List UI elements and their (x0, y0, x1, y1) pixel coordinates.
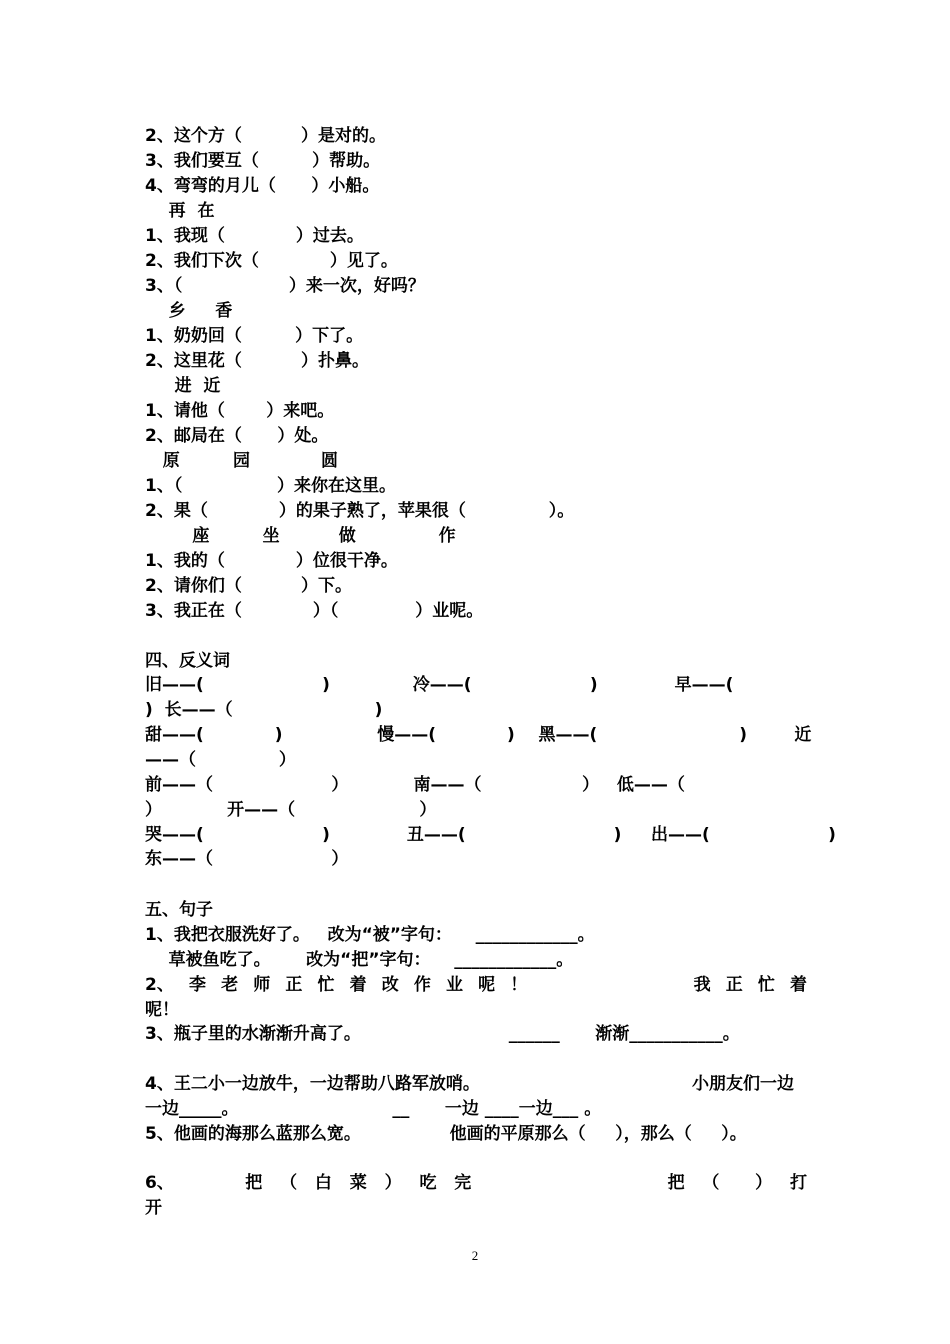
word-choice-1: 再 在 (145, 201, 215, 221)
antonym-row-3: 前——（ ） 南——（ ） 低——（ (145, 775, 685, 795)
word-choice-5: 座 坐 做 作 (145, 526, 456, 546)
section-heading-sentences: 五、句子 (145, 900, 213, 920)
sentence-3: 3、瓶子里的水渐渐升高了。 ______ 渐渐___________。 (145, 1024, 740, 1044)
sentence-2-wrap: 呢！ (145, 1000, 179, 1020)
sentence-1b: 草被鱼吃了。 改为“把”字句： ____________。 (145, 950, 574, 970)
sentence-2-justified: 2、 李 老 师 正 忙 着 改 作 业 呢 ！ 我 正 忙 着 (145, 975, 807, 995)
line-13: 1、我的（ ）位很干净。 (145, 551, 398, 571)
antonym-row-3-wrap: ） 开——（ ） (145, 800, 437, 820)
word-choice-4: 原 园 圆 (145, 451, 339, 471)
line-11: 1、（ ）来你在这里。 (145, 476, 397, 496)
line-15: 3、我正在（ ）（ ）业呢。 (145, 601, 484, 621)
sentence-5: 5、他画的海那么蓝那么宽。 他画的平原那么（ ），那么（ ）。 (145, 1124, 747, 1144)
line-8: 2、这里花（ ）扑鼻。 (145, 351, 370, 371)
line-3: 4、弯弯的月儿（ ）小船。 (145, 176, 380, 196)
line-4: 1、我现（ ）过去。 (145, 226, 364, 246)
line-12: 2、果（ ）的果子熟了，苹果很（ ）。 (145, 501, 575, 521)
antonym-row-5: 东——（ ） (145, 849, 349, 869)
antonym-row-4: 哭——( ) 丑——( ) 出——( ) (145, 825, 836, 845)
line-10: 2、邮局在（ ）处。 (145, 426, 329, 446)
antonym-row-1-wrap: ) 长——（ ) (145, 700, 383, 720)
antonym-row-1: 旧——( ) 冷——( ) 早——( (145, 675, 734, 695)
line-9: 1、请他（ ）来吧。 (145, 401, 335, 421)
page-number: 2 (471, 1248, 479, 1263)
line-14: 2、请你们（ ）下。 (145, 576, 353, 596)
line-1: 2、这个方（ ）是对的。 (145, 126, 387, 146)
sentence-1: 1、我把衣服洗好了。 改为“被”字句： ____________。 (145, 925, 595, 945)
line-5: 2、我们下次（ ）见了。 (145, 251, 398, 271)
sentence-6-justified: 6、 把 （ 白 菜 ） 吃 完 把 （ ） 打 (145, 1173, 807, 1193)
section-heading-antonyms: 四、反义词 (145, 651, 230, 671)
word-choice-2: 乡 香 (145, 301, 233, 321)
sentence-4-right: 小朋友们一边 (692, 1074, 794, 1094)
sentence-6-wrap: 开 (145, 1198, 162, 1218)
word-choice-3: 进 近 (145, 376, 221, 396)
line-6: 3、（ ）来一次，好吗？ (145, 276, 425, 296)
sentence-4: 4、王二小一边放牛，一边帮助八路军放哨。 (145, 1074, 480, 1094)
line-7: 1、奶奶回（ ）下了。 (145, 326, 364, 346)
antonym-row-2: 甜——( ) 慢——( ) 黑——( ) 近 (145, 725, 812, 745)
antonym-row-2-wrap: ——（ ） (145, 750, 296, 770)
sentence-4-wrap: 一边_____。 __ 一边 ____一边___ 。 (145, 1099, 602, 1119)
line-2: 3、我们要互（ ）帮助。 (145, 151, 381, 171)
